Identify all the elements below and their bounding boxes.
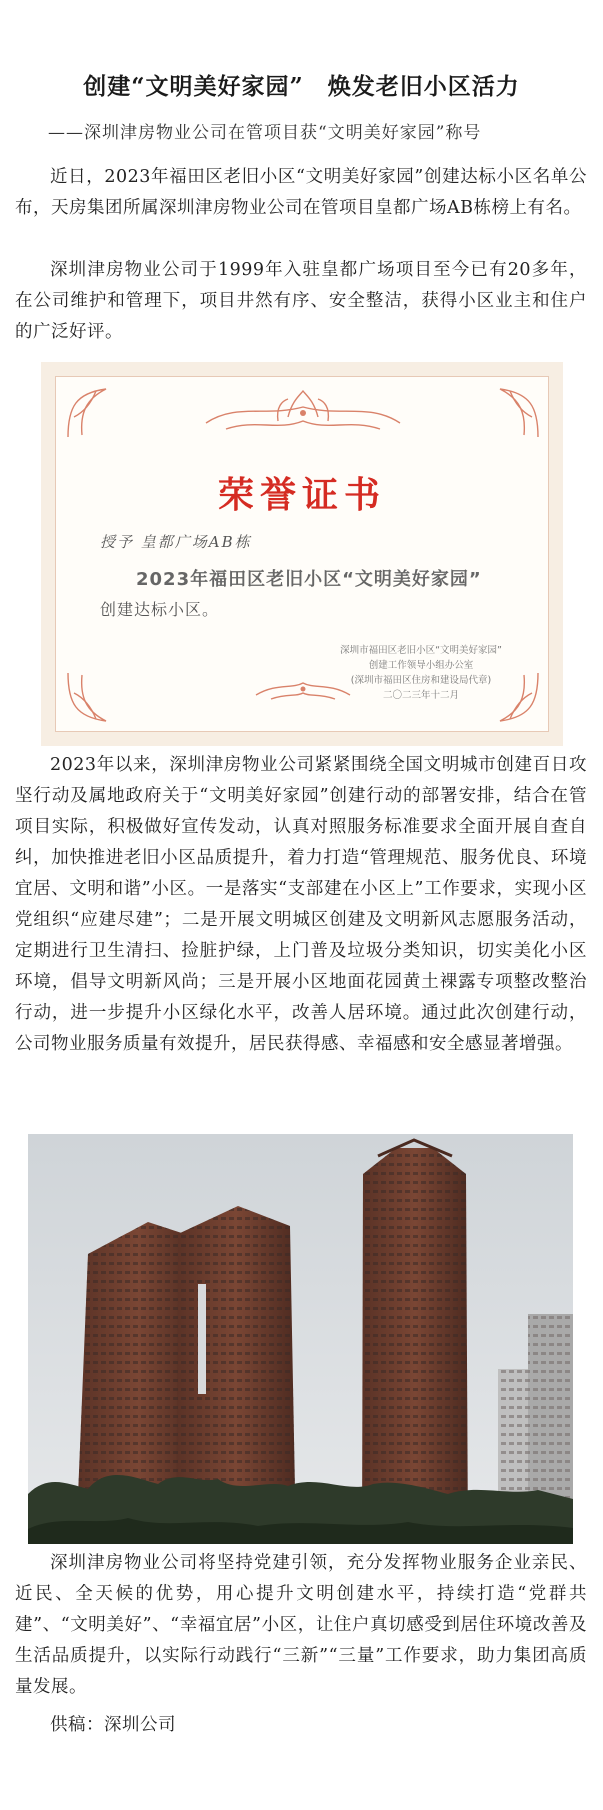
article-title: 创建“文明美好家园” 焕发老旧小区活力 [83,73,520,100]
issuer-line-2: 创建工作领导小组办公室 [368,660,474,671]
issuer-line-1: 深圳市福田区老旧小区“文明美好家园” [340,645,502,656]
certificate-heading: 荣誉证书 [217,474,386,516]
paragraph-2: 深圳津房物业公司于1999年入驻皇都广场项目至今已有20多年，在公司维护和管理下，项目井然有序、安全整洁，获得小区业主和住户的广泛好评。 [15,260,587,342]
certificate-award-line-1: 2023年福田区老旧小区“文明美好家园” [136,569,482,590]
high-rise-towers-photo [28,1134,573,1544]
certificate-image [41,362,563,746]
issuer-line-3: (深圳市福田区住房和建设局代章) [350,675,492,686]
certificate-awardee: 授予 皇都广场AB栋 [100,533,252,551]
paragraph-1: 近日，2023年福田区老旧小区“文明美好家园”创建达标小区名单公布，天房集团所属深圳津房物业公司在管项目皇都广场AB栋榜上有名。 [15,167,587,218]
article-subtitle: ——深圳津房物业公司在管项目获“文明美好家园”称号 [48,123,482,143]
issue-date: 二〇二三年十二月 [382,690,459,701]
paragraph-3: 2023年以来，深圳津房物业公司紧紧围绕全国文明城市创建百日攻坚行动及属地政府关于“文明美好家园”创建行动的部署安排，结合在管项目实际，积极做好宣传发动，认真对照服务标准要求全面开展自查自纠，加快推进老旧小区品质提升，着力打造“管理规范、服务优良、环境宜居、文明和谐”小区。一是落实“支部建在小区上”工作要求，实现小区党组织“应建尽建”；二是开展文明城区创建及文明新风志愿服务活动，定期进行卫生清扫、捡脏护绿，上门普及垃圾分类知识，切实美化小区环境，倡导文明新风尚；三是开展小区地面花园黄土裸露专项整改整治行动，进一步提升小区绿化水平，改善人居环境。通过此次创建行动，公司物业服务质量有效提升，居民获得感、幸福感和安全感显著增强。 [15,755,587,1054]
certificate-award-line-2: 创建达标小区。 [100,600,220,619]
certificate-issuer [316,643,526,703]
certificate-paper [55,376,549,732]
supply-credit: 供稿：深圳公司 [50,1715,176,1735]
paragraph-4: 深圳津房物业公司将坚持党建引领，充分发挥物业服务企业亲民、近民、全天候的优势，用心提升文明创建水平，持续打造“党群共建”、“文明美好”、“幸福宜居”小区，让住户真切感受到居住环境改善及生活品质提升，以实际行动践行“三新”“三量”工作要求，助力集团高质量发展。 [15,1553,587,1697]
